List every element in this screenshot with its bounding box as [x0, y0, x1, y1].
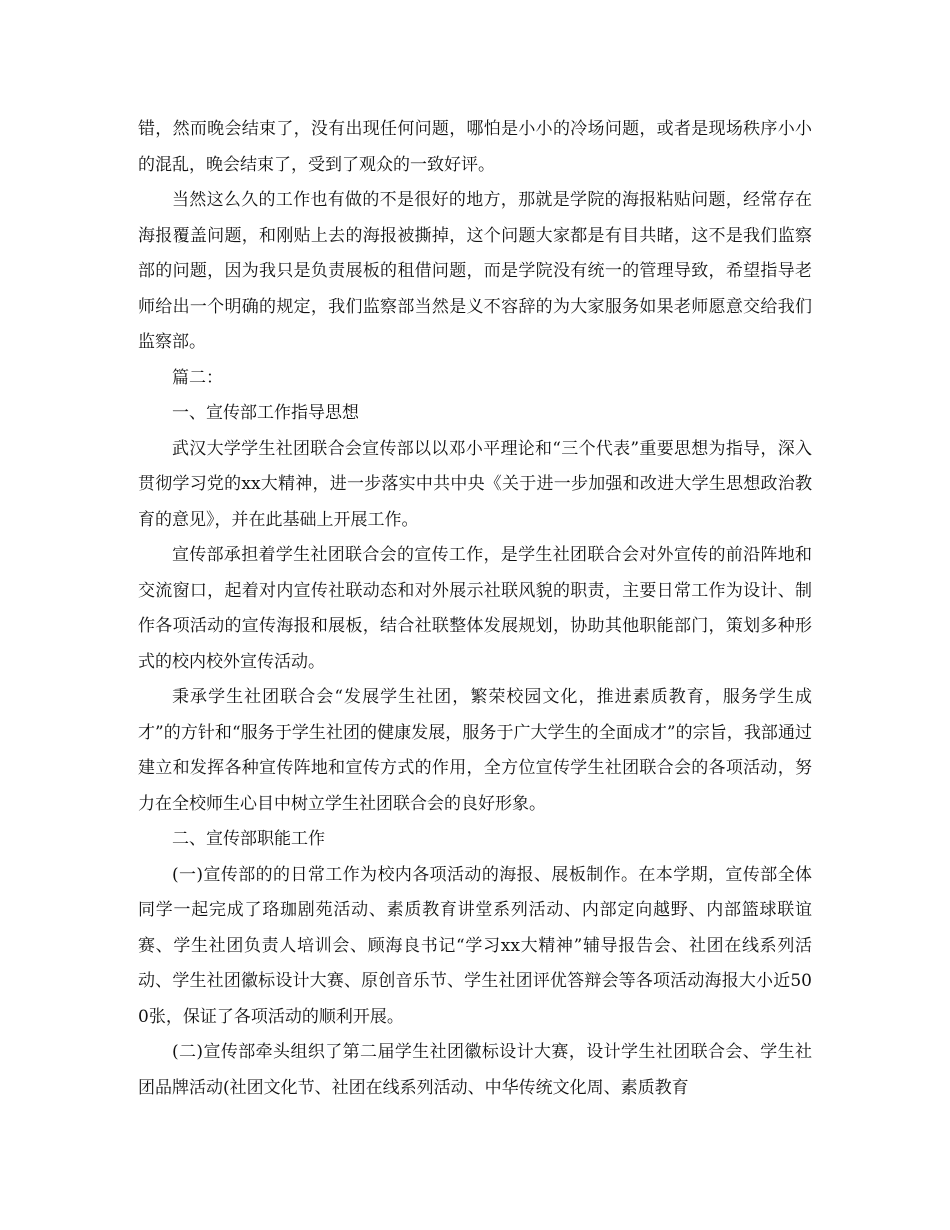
heading-guiding-ideology: 一、宣传部工作指导思想	[172, 403, 359, 423]
document-page	[138, 112, 812, 1106]
paragraph-4: 宣传部承担着学生社团联合会的宣传工作，是学生社团联合会对外宣传的前沿阵地和交流窗口，起着对内宣传社联动态和对外展示社联风貌的职责，主要日常工作为设计、制作各项活动的宣传海报和展板，结合社联整体发展规划，协助其他职能部门，策划多种形式的校内校外宣传活动。	[138, 545, 812, 672]
paragraph-2: 当然这么久的工作也有做的不是很好的地方，那就是学院的海报粘贴问题，经常存在海报覆盖问题，和刚贴上去的海报被撕掉，这个问题大家都是有目共睹，这不是我们监察部的问题，因为我只是负责展板的租借问题，而是学院没有统一的管理导致，希望指导老师给出一个明确的规定，我们监察部当然是义不容辞的为大家服务如果老师愿意交给我们监察部。	[138, 190, 812, 352]
paragraph-7: (二)宣传部牵头组织了第二届学生社团徽标设计大赛，设计学生社团联合会、学生社团品牌活动(社团文化节、社团在线系列活动、中华传统文化周、素质教育	[138, 1042, 812, 1098]
paragraph-6: (一)宣传部的的日常工作为校内各项活动的海报、展板制作。在本学期，宣传部全体同学一起完成了珞珈剧苑活动、素质教育讲堂系列活动、内部定向越野、内部篮球联谊赛、学生社团负责人培训会、顾海良书记“学习xx大精神”辅导报告会、社团在线系列活动、学生社团徽标设计大赛、原创音乐节、学生社团评优答辩会等各项活动海报大小近500张，保证了各项活动的顺利开展。	[138, 864, 812, 1027]
paragraph-3: 武汉大学学生社团联合会宣传部以以邓小平理论和“三个代表”重要思想为指导，深入贯彻学习党的xx大精神，进一步落实中共中央《关于进一步加强和改进大学生思想政治教育的意见》，并在此基础上开展工作。	[138, 438, 812, 530]
paragraph-1: 错，然而晚会结束了，没有出现任何问题，哪怕是小小的冷场问题，或者是现场秩序小小的混乱，晚会结束了，受到了观众的一致好评。	[138, 119, 812, 175]
section-label-part-two: 篇二：	[172, 367, 223, 388]
paragraph-5: 秉承学生社团联合会“发展学生社团，繁荣校园文化，推进素质教育，服务学生成才”的方针和“服务于学生社团的健康发展，服务于广大学生的全面成才”的宗旨，我部通过建立和发挥各种宣传阵地和宣传方式的作用，全方位宣传学生社团联合会的各项活动，努力在全校师生心目中树立学生社团联合会的良好形象。	[138, 687, 812, 814]
heading-functional-work: 二、宣传部职能工作	[172, 829, 325, 849]
